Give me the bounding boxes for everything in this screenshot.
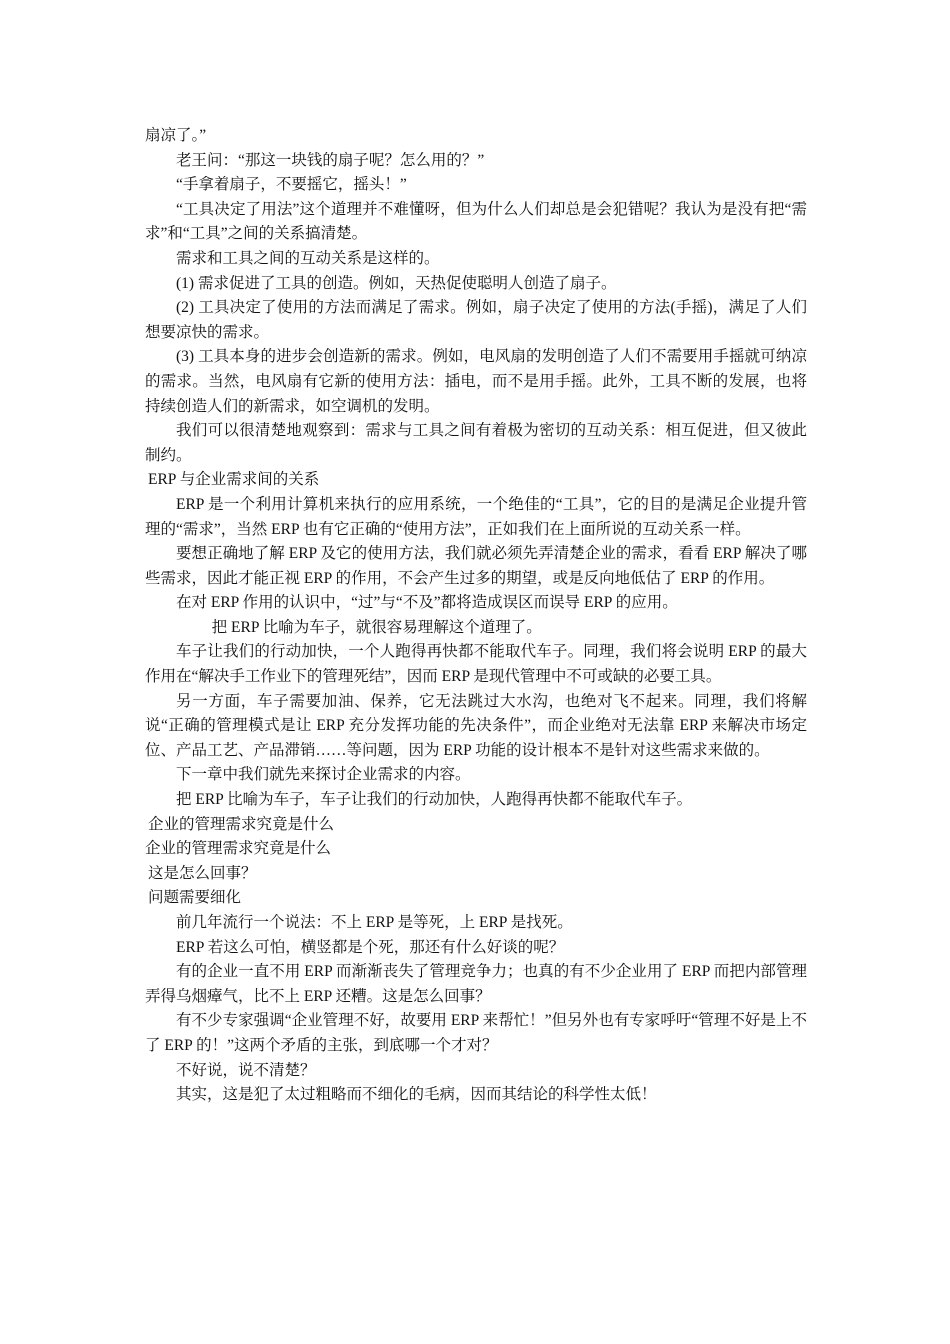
- paragraph: 有的企业一直不用 ERP 而渐渐丧失了管理竞争力；也真的有不少企业用了 ERP 而把内部管理弄得乌烟瘴气，比不上 ERP 还糟。这是怎么回事？: [145, 963, 807, 1005]
- list-item: (3) 工具本身的进步会创造新的需求。例如，电风扇的发明创造了人们不需要用手摇就可纳凉的需求。当然，电风扇有它新的使用方法：插电，而不是用手摇。此外，工具不断的发展，也将持续创造人们的新需求，如空调机的发明。: [145, 348, 807, 415]
- paragraph: 需求和工具之间的互动关系是这样的。: [176, 249, 440, 267]
- list-item: (1) 需求促进了工具的创造。例如，天热促使聪明人创造了扇子。: [176, 274, 617, 292]
- paragraph: “手拿着扇子，不要摇它，摇头！”: [176, 176, 407, 194]
- section-heading: 企业的管理需求究竟是什么: [145, 840, 332, 858]
- section-heading: 企业的管理需求究竟是什么: [148, 815, 335, 833]
- paragraph: 车子让我们的行动加快，一个人跑得再快都不能取代车子。同理，我们将会说明 ERP 的最大作用在“解决手工作业下的管理死结”，因而 ERP 是现代管理中不可或缺的必要工具。: [145, 643, 807, 686]
- document-page: [145, 124, 807, 1108]
- paragraph: ERP 是一个利用计算机来执行的应用系统，一个绝佳的“工具”，它的目的是满足企业提升管理的“需求”，当然 ERP 也有它正确的“使用方法”，正如我们在上面所说的互动关系一样。: [145, 495, 807, 538]
- section-heading: 问题需要细化: [148, 889, 242, 907]
- list-item: (2) 工具决定了使用的方法而满足了需求。例如，扇子决定了使用的方法(手摇)，满足了人们想要凉快的需求。: [145, 299, 807, 341]
- section-heading: 这是怎么回事？: [148, 864, 257, 882]
- paragraph: 我们可以很清楚地观察到：需求与工具之间有着极为密切的互动关系：相互促进，但又彼此制约。: [145, 422, 807, 464]
- paragraph: 把 ERP 比喻为车子，就很容易理解这个道理了。: [211, 618, 542, 636]
- paragraph: “工具决定了用法”这个道理并不难懂呀，但为什么人们却总是会犯错呢？我认为是没有把“需求”和“工具”之间的关系搞清楚。: [145, 200, 807, 243]
- paragraph: 老王问：“那这一块钱的扇子呢？怎么用的？”: [176, 151, 485, 169]
- paragraph: 下一章中我们就先来探讨企业需求的内容。: [176, 766, 471, 784]
- paragraph: 要想正确地了解 ERP 及它的使用方法，我们就必须先弄清楚企业的需求，看看 ERP 解决了哪些需求，因此才能正视 ERP 的作用，不会产生过多的期望，或是反向地低估了 ERP 的作用。: [145, 545, 807, 587]
- paragraph: 其实，这是犯了太过粗略而不细化的毛病，因而其结论的科学性太低！: [176, 1086, 657, 1104]
- paragraph: 有不少专家强调“企业管理不好，故要用 ERP 来帮忙！”但另外也有专家呼吁“管理不好是上不了 ERP 的！”这两个矛盾的主张，到底哪一个才对？: [145, 1012, 807, 1054]
- paragraph: 不好说，说不清楚？: [176, 1061, 316, 1079]
- paragraph: ERP 若这么可怕，横竖都是个死，那还有什么好谈的呢？: [176, 938, 565, 956]
- paragraph: 在对 ERP 作用的认识中，“过”与“不及”都将造成误区而误导 ERP 的应用。: [176, 594, 678, 612]
- paragraph: 前几年流行一个说法：不上 ERP 是等死，上 ERP 是找死。: [176, 914, 573, 931]
- paragraph: 把 ERP 比喻为车子，车子让我们的行动加快，人跑得再快都不能取代车子。: [176, 791, 693, 809]
- paragraph: 扇凉了。”: [145, 127, 207, 144]
- paragraph: 另一方面，车子需要加油、保养，它无法跳过大水沟，也绝对飞不起来。同理，我们将解说“正确的管理模式是让 ERP 充分发挥功能的先决条件”，而企业绝对无法靠 ERP 来解决市场定位、产品工艺、产品滞销……等问题，因为 ERP 功能的设计根本不是针对这些需求来做的。: [145, 692, 807, 759]
- section-heading: ERP 与企业需求间的关系: [148, 471, 320, 489]
